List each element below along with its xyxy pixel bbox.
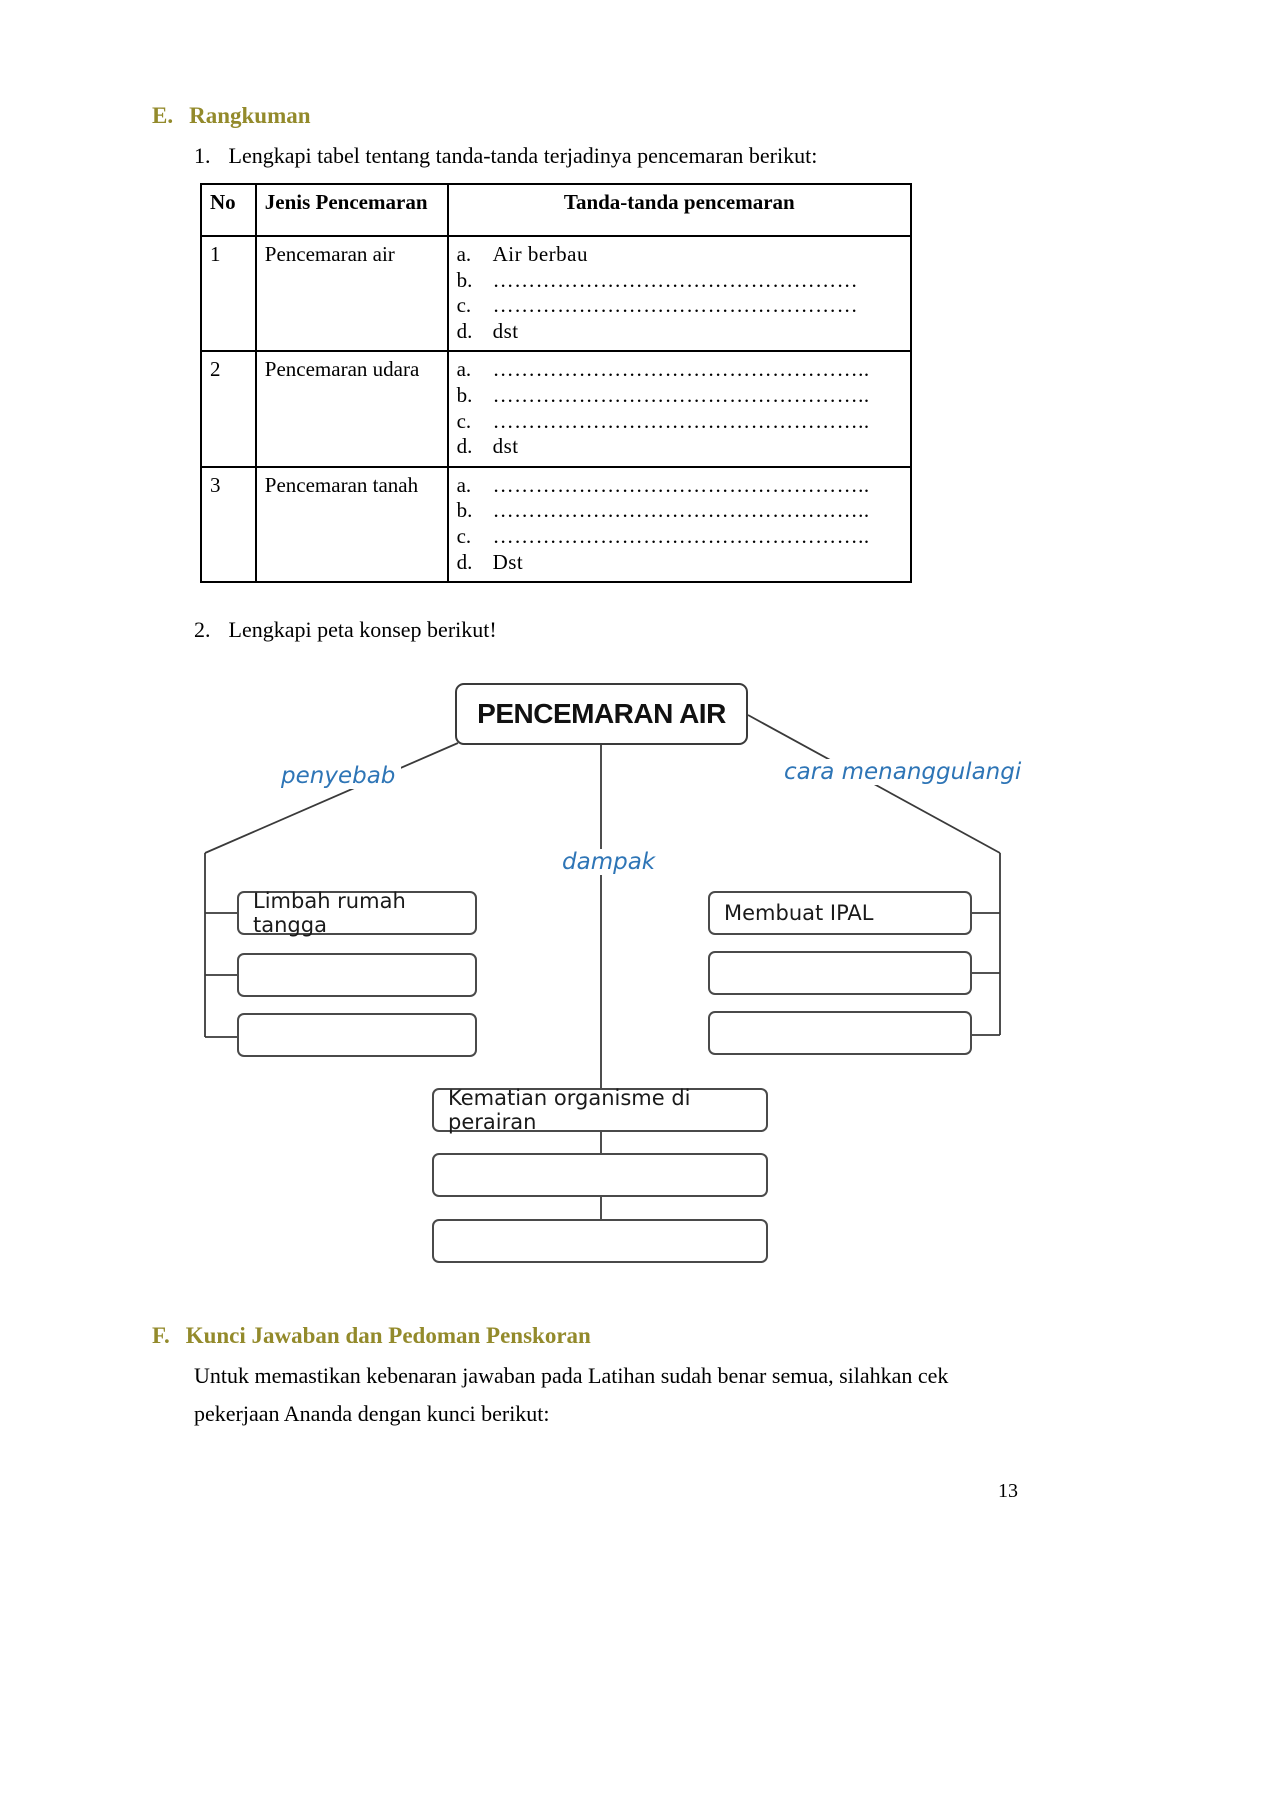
solution-box-empty [708,951,972,995]
tanda-letter: a. [456,242,472,266]
tanda-line [457,319,902,345]
tanda-text: …………………………………………… [492,293,859,318]
tanda-letter: b. [456,498,473,523]
cell-tanda [448,467,911,582]
tanda-text: Air berbau [492,242,588,266]
tanda-line [457,357,902,383]
solution-box-empty [708,1011,972,1055]
tanda-text: …………………………………………….. [492,524,870,549]
cell-jenis: Pencemaran tanah [256,467,448,582]
item-1-number: 1. [194,143,211,168]
branch-label-penyebab: penyebab [275,763,401,789]
tanda-text: dst [492,434,519,459]
branch-label-dampak: dampak [556,849,661,875]
tanda-text: …………………………………………….. [492,357,870,382]
cell-jenis: Pencemaran air [256,236,448,351]
item-1-text: Lengkapi tabel tentang tanda-tanda terjadinya pencemaran berikut: [228,143,818,168]
tanda-letter: d. [456,434,473,459]
item-2-number: 2. [194,617,211,643]
tanda-line [457,293,902,319]
tanda-text: …………………………………………….. [492,498,870,523]
section-f-title: Kunci Jawaban dan Pedoman Penskoran [185,1323,591,1349]
col-header-tanda: Tanda-tanda pencemaran [448,184,911,236]
tanda-text: Dst [492,549,524,574]
concept-map-root-node: PENCEMARAN AIR [455,683,748,745]
solution-box-filled: Membuat IPAL [708,891,972,935]
tanda-letter: d. [456,318,473,343]
page-number: 13 [998,1480,1018,1502]
table-row [201,467,911,582]
tanda-text: …………………………………………….. [492,408,870,433]
cause-box-empty [237,1013,477,1057]
cell-jenis: Pencemaran udara [256,351,448,466]
table-header-row [201,184,911,236]
cell-no: 1 [201,236,256,351]
section-f-heading [152,1323,1273,1349]
tanda-letter: c. [456,524,472,549]
cell-no: 2 [201,351,256,466]
impact-box-empty [432,1219,768,1263]
cell-tanda [448,351,911,466]
tanda-letter: c. [456,293,472,318]
tanda-line [457,434,902,460]
tanda-line [457,524,902,550]
branch-label-cara-menanggulangi: cara menanggulangi [778,759,1027,785]
impact-box-empty [432,1153,768,1197]
tanda-line [457,409,902,435]
tanda-text: …………………………………………….. [492,472,870,497]
item-2-text: Lengkapi peta konsep berikut! [228,617,497,643]
cause-box-filled: Limbah rumah tangga [237,891,477,935]
tanda-line [457,550,902,576]
instruction-item-2 [194,617,1273,643]
section-f-label: F. [152,1323,170,1349]
col-header-no: No [201,184,256,236]
tanda-letter: a. [456,472,472,497]
impact-box-filled: Kematian organisme di perairan [432,1088,768,1132]
tanda-letter: b. [456,383,473,408]
section-e-label: E. [152,103,174,128]
tanda-letter: b. [456,267,473,292]
section-e-heading [152,103,1273,129]
tanda-text: …………………………………………….. [492,383,870,408]
instruction-item-1 [194,143,1273,169]
section-f-paragraph: Untuk memastikan kebenaran jawaban pada Latihan sudah benar semua, silahkan cek pekerjaan Ananda dengan kunci berikut: [194,1363,949,1426]
tanda-text: …………………………………………… [492,267,859,292]
table-row [201,236,911,351]
col-header-jenis: Jenis Pencemaran [256,184,448,236]
cause-box-empty [237,953,477,997]
section-e-title: Rangkuman [189,103,311,128]
cell-tanda [448,236,911,351]
table-row [201,351,911,466]
tanda-line [457,498,902,524]
tanda-line [457,242,902,268]
tanda-line [457,473,902,499]
pollution-signs-table [200,183,912,583]
tanda-line [457,383,902,409]
tanda-text: dst [492,318,519,343]
tanda-letter: d. [456,549,473,574]
tanda-letter: a. [456,357,472,382]
tanda-letter: c. [456,408,472,433]
tanda-line [457,268,902,294]
concept-map [0,663,1273,1283]
cell-no: 3 [201,467,256,582]
